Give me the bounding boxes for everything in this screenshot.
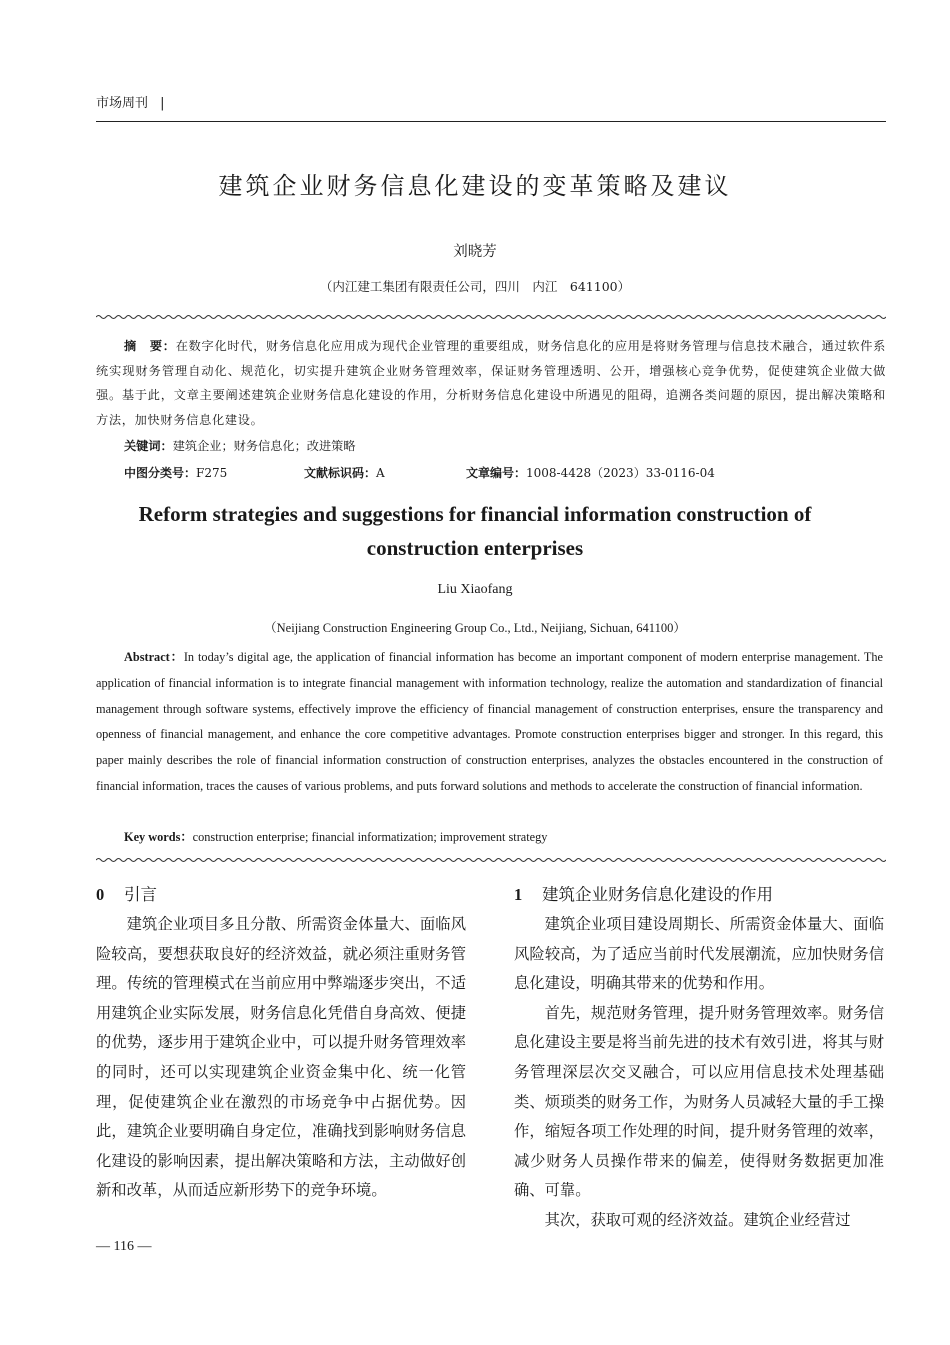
abstract-en-text: In today’s digital age, the application of financial information has become an important component of modern enterprise management. The application of financial information is to integrate financial management with information technology, realize the automation and standardization of financial management through software systems, effectively improve the efficiency of financial management of construction enterprises, ensure the transparency and openness of financial management, and enhance the core competitive advantages. Promote construction enterprises bigger and stronger. In this regard, this paper mainly describes the role of financial information construction of construction enterprises, analyzes the obstacles encountered in the construction of financial information, traces the causes of various problems, and puts forward solutions and methods to accelerate the construction of financial information. [96,650,883,793]
section-number: 1 [514,885,523,904]
abstract-cn-label: 摘 要： [124,339,176,353]
keywords-cn [124,437,356,454]
article-title-en: Reform strategies and suggestions for financial information construction of construction enterprises [138,502,812,560]
section-heading-role [514,880,884,910]
keywords-en [124,827,547,845]
paragraph: 首先，规范财务管理，提升财务管理效率。财务信息化建设主要是将当前先进的技术有效引进，将其与财务管理深层次交叉融合，可以应用信息技术处理基础类、烦琐类的财务工作，为财务人员减轻大量的手工操作，缩短各项工作处理的时间，提升财务管理的效率，减少财务人员操作带来的偏差，使得财务数据更加准确、可靠。 [514,1003,884,1200]
wavy-divider-bottom [96,857,886,863]
abstract-cn [96,334,886,432]
body-column-right [514,880,884,1236]
wavy-divider-top [96,314,886,320]
section-title: 引言 [124,885,157,904]
keywords-en-label: Key words： [124,830,193,844]
clc-value: F275 [196,466,228,480]
abstract-cn-text: 在数字化时代，财务信息化应用成为现代企业管理的重要组成，财务信息化的应用是将财务管理与信息技术融合，通过软件系统实现财务管理自动化、规范化，切实提升建筑企业财务管理效率，保证财务管理透明、公开，增强核心竞争优势，促使建筑企业做大做强。基于此，文章主要阐述建筑企业财务信息化建设的作用，分析财务信息化建设中所遇见的阻碍，追溯各类问题的原因，提出解决策略和方法，加快财务信息化建设。 [96,339,887,427]
page-number: — 116 — [96,1239,152,1254]
header-rule [96,121,886,122]
clc-number [124,464,227,481]
clc-label: 中图分类号： [124,466,197,480]
doc-value: A [376,466,385,480]
journal-name: 市场周刊 [96,96,149,111]
author-affiliation-en: （Neijiang Construction Engineering Group Co., Ltd., Neijiang, Sichuan, 641100） [264,621,686,635]
body-column-left [96,880,466,1206]
abstract-en-label: Abstract： [124,650,184,664]
article-value: 1008-4428（2023）33-0116-04 [526,466,715,480]
section-title: 建筑企业财务信息化建设的作用 [542,885,773,904]
article-number [466,464,715,481]
section-number: 0 [96,885,105,904]
author-name: 刘晓芳 [453,244,497,260]
paragraph: 建筑企业项目多且分散、所需资金体量大、面临风险较高，要想获取良好的经济效益，就必须注重财务管理。传统的管理模式在当前应用中弊端逐步突出，不适用建筑企业实际发展，财务信息化凭借自身高效、便捷的优势，逐步用于建筑企业中，可以提升财务管理效率的同时，还可以实现建筑企业资金集中化、统一化管理，促使建筑企业在激烈的市场竞争中占据优势。因此，建筑企业要明确自身定位，准确找到影响财务信息化建设的影响因素，提出解决策略和方法，主动做好创新和改革，从而适应新形势下的竞争环境。 [96,915,466,1200]
doc-code [304,464,385,481]
journal-header [96,92,165,111]
author-name-en: Liu Xiaofang [437,582,513,597]
abstract-en [96,645,883,800]
author-affiliation: （内江建工集团有限责任公司，四川 内江 641100） [319,279,631,294]
paragraph: 建筑企业项目建设周期长、所需资金体量大、面临风险较高，为了适应当前时代发展潮流，应加快财务信息化建设，明确其带来的优势和作用。 [514,915,884,993]
section-heading-introduction [96,880,466,910]
header-separator: | [160,96,165,111]
keywords-en-text: construction enterprise; financial informatization; improvement strategy [192,830,548,844]
doc-label: 文献标识码： [304,466,377,480]
keywords-cn-text: 建筑企业；财务信息化；改进策略 [172,439,356,453]
article-title: 建筑企业财务信息化建设的变革策略及建议 [218,172,732,200]
paragraph: 其次，获取可观的经济效益。建筑企业经营过 [544,1210,851,1229]
article-label: 文章编号： [466,466,527,480]
keywords-cn-label: 关键词： [124,439,173,453]
